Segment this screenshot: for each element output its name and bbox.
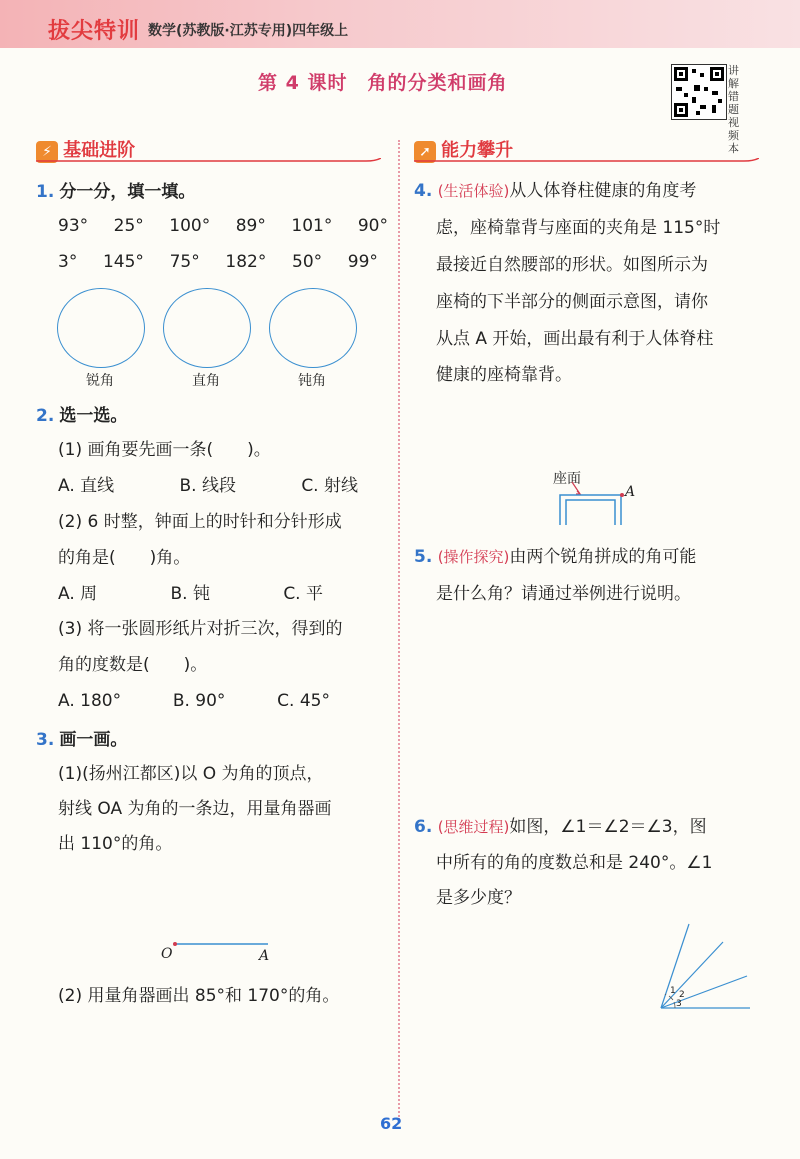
q1-title: 分一分，填一填。	[59, 182, 196, 202]
climb-icon: ➚	[414, 141, 436, 163]
q4-text: 从人体脊柱健康的角度考	[509, 181, 697, 201]
acute-label: 锐角	[86, 373, 114, 389]
angle-label-3: 3	[676, 999, 682, 1009]
point-a-label: A	[259, 948, 270, 964]
angle-value: 25°	[113, 216, 144, 236]
q4-number: 4.	[414, 181, 433, 201]
q6-line1	[414, 813, 707, 841]
obtuse-angle-oval[interactable]	[269, 288, 357, 368]
ladder-icon: ⚡	[36, 141, 58, 163]
q6-tag: (思维过程)	[437, 818, 510, 836]
q2-number: 2.	[36, 406, 55, 426]
subject-label: 数学(苏教版·江苏专用)四年级上	[148, 23, 349, 39]
angle-value: 90°	[357, 216, 388, 236]
section-title-basic: 基础进阶	[63, 140, 136, 161]
angle-value: 182°	[225, 252, 267, 272]
q2-sub1: (1) 画角要先画一条( )。	[58, 440, 271, 460]
column-divider	[398, 140, 400, 1120]
seat-label: 座面	[553, 471, 581, 487]
point-o-label: O	[161, 946, 173, 962]
angle-value: 93°	[58, 216, 89, 236]
q4-line5: 从点 A 开始，画出最有利于人体脊柱	[436, 329, 714, 349]
angle-value: 75°	[169, 252, 200, 272]
page-title: 第 4 课时 角的分类和画角	[258, 72, 508, 94]
q3-number: 3.	[36, 730, 55, 750]
option[interactable]: A. 周	[58, 584, 98, 604]
q4-line4: 座椅的下半部分的侧面示意图，请你	[436, 292, 708, 312]
angle-value: 145°	[102, 252, 144, 272]
q5-tag: (操作探究)	[437, 548, 510, 566]
qr-code-icon[interactable]	[671, 64, 727, 120]
angle-value: 101°	[291, 216, 333, 236]
q5-line1	[414, 543, 696, 571]
right-label: 直角	[192, 373, 220, 389]
q3-p1-line1: (1)(扬州江都区)以 O 为角的顶点，	[58, 764, 324, 784]
option[interactable]: C. 45°	[277, 691, 330, 711]
angle-label-1: 1	[670, 986, 676, 996]
q2-sub1-options	[58, 472, 358, 500]
q1-heading	[36, 177, 195, 202]
acute-angle-oval[interactable]	[57, 288, 145, 368]
q4-line6: 健康的座椅靠背。	[436, 365, 572, 385]
q3-p2: (2) 用量角器画出 85°和 170°的角。	[58, 986, 340, 1006]
q6-line3: 是多少度？	[436, 888, 521, 908]
q4-line3: 最接近自然腰部的形状。如图所示为	[436, 255, 708, 275]
angle-value: 3°	[58, 252, 78, 272]
option[interactable]: B. 钝	[170, 584, 210, 604]
q2-sub2-line2: 的角是( )角。	[58, 548, 191, 568]
q1-row1	[58, 212, 388, 240]
page-number: 62	[380, 1114, 403, 1133]
option[interactable]: A. 180°	[58, 691, 122, 711]
option[interactable]: C. 平	[283, 584, 323, 604]
q6-text: 如图，∠1＝∠2＝∠3，图	[509, 817, 707, 837]
q6-line2: 中所有的角的度数总和是 240°。∠1	[436, 853, 713, 873]
q6-number: 6.	[414, 817, 433, 837]
angle-value: 99°	[347, 252, 378, 272]
q3-heading	[36, 725, 127, 750]
angle-value: 89°	[235, 216, 266, 236]
ray-oa[interactable]	[170, 940, 270, 950]
q5-number: 5.	[414, 547, 433, 567]
option[interactable]: B. 线段	[179, 476, 236, 496]
q1-number: 1.	[36, 182, 55, 202]
qr-label: 讲解错题视频本	[728, 64, 739, 155]
q3-title: 画一画。	[59, 730, 128, 750]
q2-sub3-options	[58, 687, 330, 715]
q2-sub2-line1: (2) 6 时整，钟面上的时针和分针形成	[58, 512, 342, 532]
seat-point-a: A	[625, 484, 636, 500]
q5-text: 由两个锐角拼成的角可能	[509, 547, 697, 567]
right-angle-oval[interactable]	[163, 288, 251, 368]
section-underline-right	[414, 158, 759, 164]
q5-line2: 是什么角？请通过举例进行说明。	[436, 584, 691, 604]
angles-diagram[interactable]	[655, 920, 755, 1015]
angle-value: 50°	[292, 252, 323, 272]
option[interactable]: A. 直线	[58, 476, 115, 496]
section-title-advanced: 能力攀升	[441, 140, 514, 161]
q2-sub2-options	[58, 580, 323, 608]
q4-line2: 虑，座椅靠背与座面的夹角是 115°时	[436, 218, 721, 238]
section-underline-left	[36, 158, 381, 164]
q3-p1-line3: 出 110°的角。	[58, 834, 173, 854]
q2-heading	[36, 401, 127, 426]
q3-p1-line2: 射线 OA 为角的一条边，用量角器画	[58, 799, 332, 819]
q1-row2	[58, 248, 378, 276]
brand-logo: 拔尖特训	[48, 19, 141, 44]
q4-tag: (生活体验)	[437, 182, 510, 200]
angle-value: 100°	[169, 216, 211, 236]
option[interactable]: C. 射线	[301, 476, 358, 496]
q2-sub3-line2: 角的度数是( )。	[58, 655, 208, 675]
angle-label-2: 2	[679, 990, 685, 1000]
option[interactable]: B. 90°	[172, 691, 226, 711]
q4-line1	[414, 177, 696, 205]
q2-sub3-line1: (3) 将一张圆形纸片对折三次，得到的	[58, 619, 343, 639]
q2-title: 选一选。	[59, 406, 128, 426]
obtuse-label: 钝角	[298, 373, 326, 389]
